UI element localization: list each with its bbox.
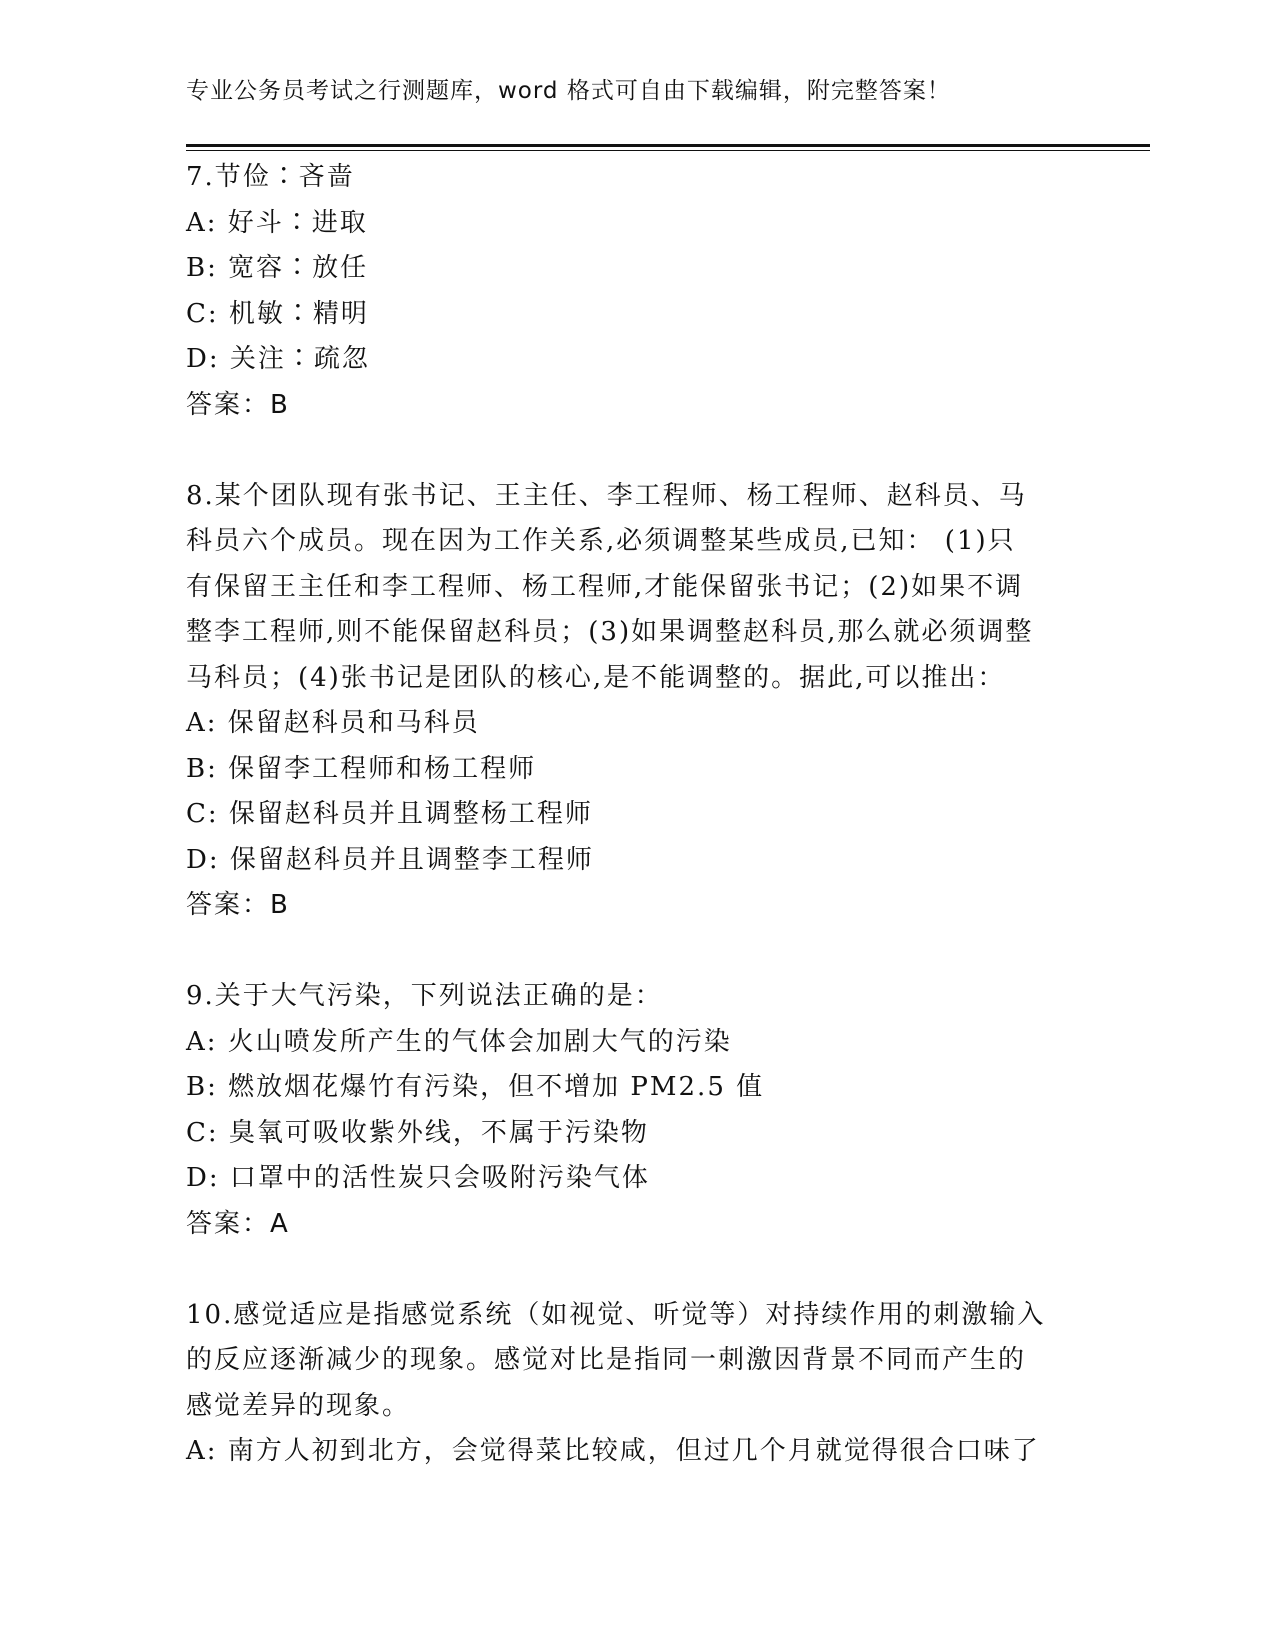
question-stem-line: 的反应逐渐减少的现象。感觉对比是指同一刺激因背景不同而产生的 [186,1345,1027,1375]
header-rule-thin [186,150,1150,151]
option-c: C: 臭氧可吸收紫外线，不属于污染物 [186,1117,649,1148]
question-stem-line: 9.关于大气污染，下列说法正确的是： [186,981,663,1011]
option-a: A: 南方人初到北方，会觉得菜比较咸，但过几个月就觉得很合口味了 [186,1436,1040,1466]
option-b: B: 燃放烟花爆竹有污染，但不增加 PM2.5 值 [186,1072,765,1102]
option-a: A: 保留赵科员和马科员 [186,708,480,738]
question-10 [186,1293,1106,1475]
spacer [186,1247,1106,1293]
question-stem-line: 马科员；(4)张书记是团队的核心,是不能调整的。据此,可以推出： [186,662,1006,693]
question-stem-line: 科员六个成员。现在因为工作关系,必须调整某些成员,已知： (1)只 [186,526,1016,556]
question-stem-line: 有保留王主任和李工程师、杨工程师,才能保留张书记；(2)如果不调 [186,571,1024,602]
option-d: D: 保留赵科员并且调整李工程师 [186,844,594,875]
spacer [186,428,1106,474]
option-d: D: 口罩中的活性炭只会吸附污染气体 [186,1163,650,1193]
option-a: A: 火山喷发所产生的气体会加剧大气的污染 [186,1026,732,1057]
answer-line: 答案：B [186,890,290,920]
question-9 [186,974,1106,1247]
option-b: B: 保留李工程师和杨工程师 [186,753,537,784]
question-list [186,155,1106,1475]
question-stem-line: 整李工程师,则不能保留赵科员；(3)如果调整赵科员,那么就必须调整 [186,617,1034,647]
answer-line: 答案：B [186,389,290,420]
question-stem-line: 7.节俭∶吝啬 [186,162,355,192]
question-stem-line: 8.某个团队现有张书记、王主任、李工程师、杨工程师、赵科员、马 [186,480,1027,511]
page-header: 专业公务员考试之行测题库，word 格式可自由下载编辑，附完整答案！ [186,78,951,104]
option-d: D: 关注∶疏忽 [186,344,370,374]
option-c: C: 机敏∶精明 [186,298,369,329]
question-8 [186,474,1106,929]
question-stem-line: 10.感觉适应是指感觉系统（如视觉、听觉等）对持续作用的刺激输入 [186,1299,1046,1330]
option-a: A: 好斗∶进取 [186,207,368,238]
option-c: C: 保留赵科员并且调整杨工程师 [186,799,593,829]
header-rule-thick [186,144,1150,147]
option-b: B: 宽容∶放任 [186,253,369,283]
answer-line: 答案：A [186,1208,290,1239]
question-7 [186,155,1106,428]
question-stem-line: 感觉差异的现象。 [186,1390,411,1421]
spacer [186,929,1106,975]
